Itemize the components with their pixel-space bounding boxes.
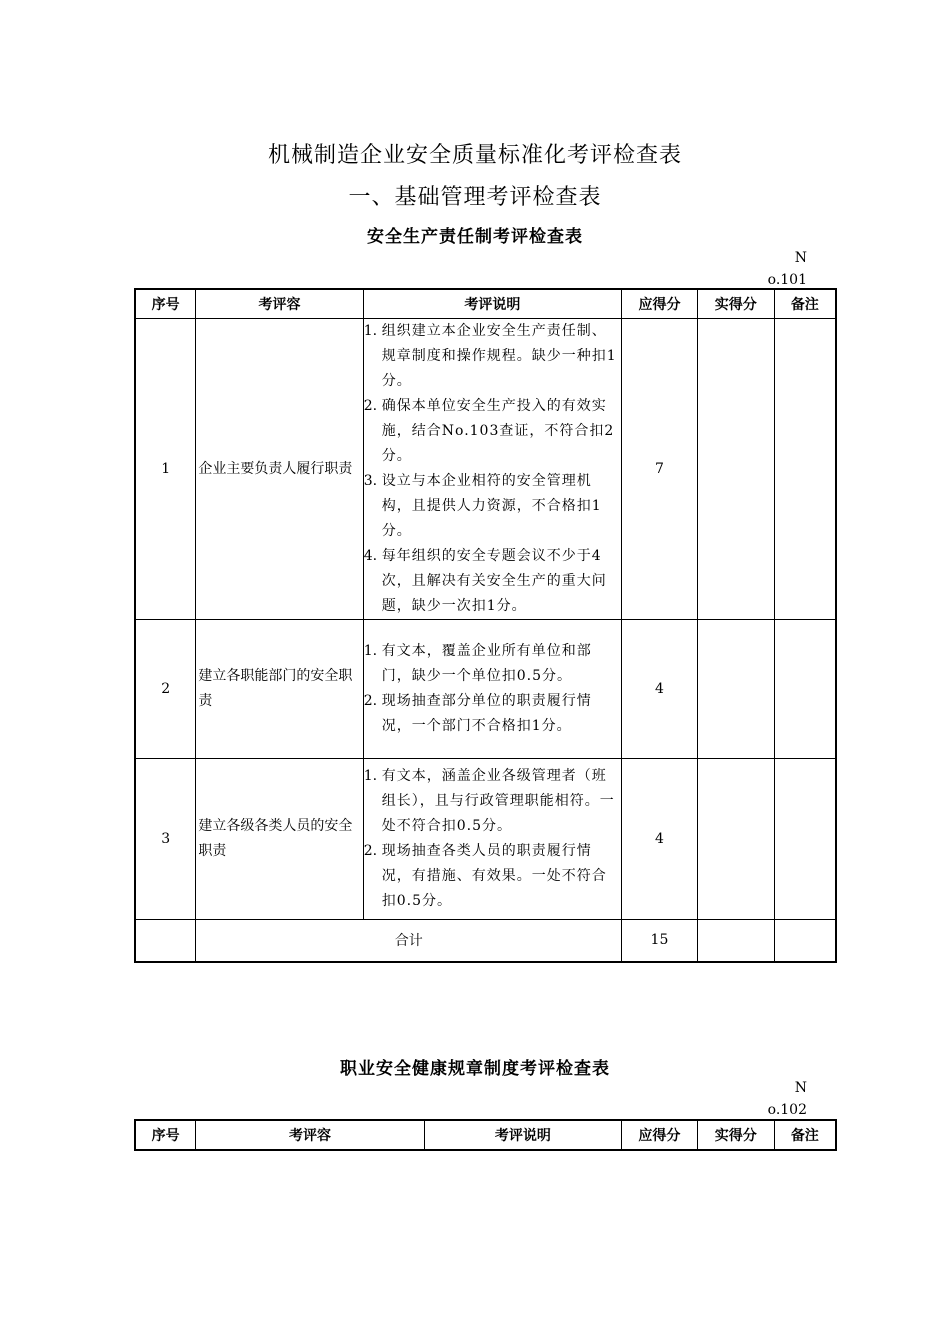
header-cell: 实得分: [697, 1120, 774, 1150]
table-row: [135, 620, 836, 759]
header-cell: 考评说明: [363, 289, 621, 319]
table1: [134, 288, 837, 963]
table1-code-line1: N: [794, 250, 807, 266]
row-remark: [774, 319, 836, 620]
table1-header-row: [135, 289, 836, 319]
row-actual-score: [697, 759, 774, 920]
total-label: 合计: [196, 920, 622, 962]
description-item: 3. 设立与本企业相符的安全管理机构，且提供人力资源，不合格扣1分。: [363, 473, 602, 539]
description-item: 2. 现场抽查各类人员的职责履行情况，有措施、有效果。一处不符合扣0.5分。: [363, 843, 607, 909]
row-description: [363, 319, 621, 620]
header-cell: 备注: [774, 289, 836, 319]
header-cell: 应得分: [622, 289, 698, 319]
row-number: 1: [135, 319, 196, 620]
header-cell: 应得分: [622, 1120, 698, 1150]
table1-code-line2: o.101: [767, 272, 807, 288]
table2-code-line2: o.102: [767, 1102, 807, 1118]
row-description: [363, 620, 621, 759]
total-actual-score: [697, 920, 774, 962]
total-remark: [774, 920, 836, 962]
table2-code-line1: N: [794, 1080, 807, 1096]
row-remark: [774, 620, 836, 759]
document-title: 机械制造企业安全质量标准化考评检查表: [267, 143, 682, 168]
table-row: [135, 759, 836, 920]
table2-header-row: [135, 1120, 836, 1150]
row-number: 2: [135, 620, 196, 759]
header-cell: 考评容: [196, 289, 363, 319]
row-score: 7: [622, 319, 698, 620]
table2-title: 职业安全健康规章制度考评检查表: [340, 1059, 610, 1079]
header-cell: 序号: [135, 289, 196, 319]
row-content: 建立各级各类人员的安全职责: [196, 759, 363, 920]
header-cell: 备注: [774, 1120, 836, 1150]
description-item: 1. 有文本，覆盖企业所有单位和部门，缺少一个单位扣0.5分。: [363, 643, 592, 684]
table1-code: [768, 247, 807, 291]
table2: [134, 1119, 837, 1151]
section-title: 一、基础管理考评检查表: [348, 185, 602, 210]
table2-code: [768, 1077, 807, 1121]
header-cell: 考评说明: [424, 1120, 621, 1150]
header-cell: 考评容: [196, 1120, 424, 1150]
description-item: 2. 确保本单位安全生产投入的有效实施，结合No.103查证，不符合扣2分。: [363, 398, 615, 464]
row-score: 4: [622, 620, 698, 759]
total-score: 15: [622, 920, 698, 962]
description-item: 2. 现场抽查部分单位的职责履行情况，一个部门不合格扣1分。: [363, 693, 592, 734]
row-actual-score: [697, 319, 774, 620]
row-content: 建立各职能部门的安全职责: [196, 620, 363, 759]
description-item: 1. 有文本，涵盖企业各级管理者（班组长），且与行政管理职能相符。一处不符合扣0.5分。: [363, 768, 615, 834]
row-actual-score: [697, 620, 774, 759]
row-remark: [774, 759, 836, 920]
row-description: [363, 759, 621, 920]
row-score: 4: [622, 759, 698, 920]
table-row: [135, 319, 836, 620]
total-row: [135, 920, 836, 962]
description-item: 4. 每年组织的安全专题会议不少于4次，且解决有关安全生产的重大问题，缺少一次扣1分。: [363, 548, 607, 614]
header-cell: 实得分: [697, 289, 774, 319]
total-number: [135, 920, 196, 962]
table1-title: 安全生产责任制考评检查表: [367, 227, 583, 247]
row-number: 3: [135, 759, 196, 920]
header-cell: 序号: [135, 1120, 196, 1150]
description-item: 1. 组织建立本企业安全生产责任制、规章制度和操作规程。缺少一种扣1分。: [363, 323, 617, 389]
row-content: 企业主要负责人履行职责: [196, 319, 363, 620]
